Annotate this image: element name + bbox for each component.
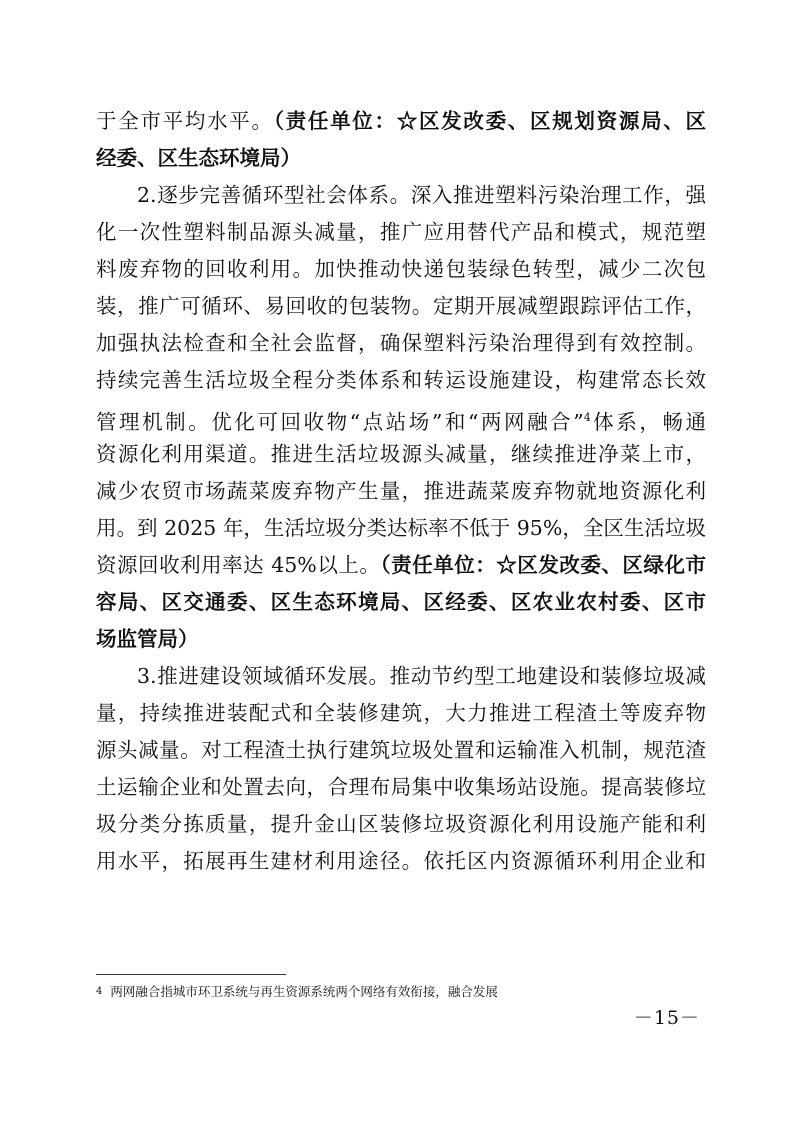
text-span: 2.逐步完善循环型社会体系。深入推进塑料污染治理工作，强 (137, 183, 706, 207)
text-span: 资源回收利用率达 45%以上。 (96, 553, 381, 577)
text-line (96, 584, 706, 621)
text-line (96, 806, 706, 843)
text-line (96, 251, 706, 288)
text-line (96, 362, 706, 399)
responsible-units-text: 场监管局） (96, 627, 199, 651)
text-span: 用水平，拓展再生建材利用途径。依托区内资源循环利用企业和 (96, 849, 706, 873)
responsible-units-text: 容局、区交通委、区生态环境局、区经委、区农业农村委、区市 (96, 590, 706, 614)
page-number: －15－ (633, 1007, 700, 1029)
text-line (96, 769, 706, 806)
text-line (96, 436, 706, 473)
text-span: 化一次性塑料制品源头减量，推广应用替代产品和模式，规范塑 (96, 220, 706, 244)
text-span: 源头减量。对工程渣土执行建筑垃圾处置和运输准入机制，规范渣 (96, 738, 706, 762)
text-line (96, 621, 706, 658)
footnote (96, 983, 498, 1001)
body-text (96, 103, 706, 880)
text-line (96, 399, 706, 436)
text-line (96, 214, 706, 251)
footnote-marker: 4 (96, 986, 103, 997)
text-line (96, 103, 706, 140)
text-span: 加强执法检查和全社会监督，确保塑料污染治理得到有效控制。 (96, 331, 706, 355)
text-line (96, 140, 706, 177)
text-span: 圾分类分拣质量，提升金山区装修垃圾资源化利用设施产能和利 (96, 812, 706, 836)
text-span: 于全市平均水平。 (96, 109, 274, 133)
paragraph-heading-line (96, 177, 706, 214)
text-line (96, 325, 706, 362)
text-span: 3.推进建设领域循环发展。推动节约型工地建设和装修垃圾减 (137, 664, 706, 688)
text-span: 装，推广可循环、易回收的包装物。定期开展减塑跟踪评估工作， (96, 294, 706, 318)
footnote-text: 两网融合指城市环卫系统与再生资源系统两个网络有效衔接，融合发展 (110, 984, 498, 999)
responsible-units-text: （责任单位：☆区发改委、区规划资源局、区 (273, 109, 706, 133)
responsible-units-text: 经委、区生态环境局） (96, 146, 301, 170)
text-span: 量，持续推进装配式和全装修建筑，大力推进工程渣土等废弃物 (96, 701, 706, 725)
text-span: 体系，畅通 (590, 410, 706, 434)
paragraph-heading-line (96, 658, 706, 695)
text-line (96, 843, 706, 880)
text-span: 用。到 2025 年，生活垃圾分类达标率不低于 95%，全区生活垃圾 (96, 516, 706, 540)
footnote-divider (96, 974, 286, 975)
text-line (96, 547, 706, 584)
text-line (96, 473, 706, 510)
text-line (96, 288, 706, 325)
text-line (96, 695, 706, 732)
text-span: 资源化利用渠道。推进生活垃圾源头减量，继续推进净菜上市， (96, 442, 706, 466)
text-span: 管理机制。优化可回收物“点站场”和“两网融合” (96, 410, 584, 434)
text-line (96, 732, 706, 769)
footnote-reference[interactable]: 4 (583, 411, 591, 424)
text-span: 减少农贸市场蔬菜废弃物产生量，推进蔬菜废弃物就地资源化利 (96, 479, 706, 503)
text-span: 料废弃物的回收利用。加快推动快递包装绿色转型，减少二次包 (96, 257, 706, 281)
text-line (96, 510, 706, 547)
text-span: 土运输企业和处置去向，合理布局集中收集场站设施。提高装修垃 (96, 775, 706, 799)
text-span: 持续完善生活垃圾全程分类体系和转运设施建设，构建常态长效 (96, 368, 706, 392)
responsible-units-text: （责任单位：☆区发改委、区绿化市 (380, 553, 706, 577)
